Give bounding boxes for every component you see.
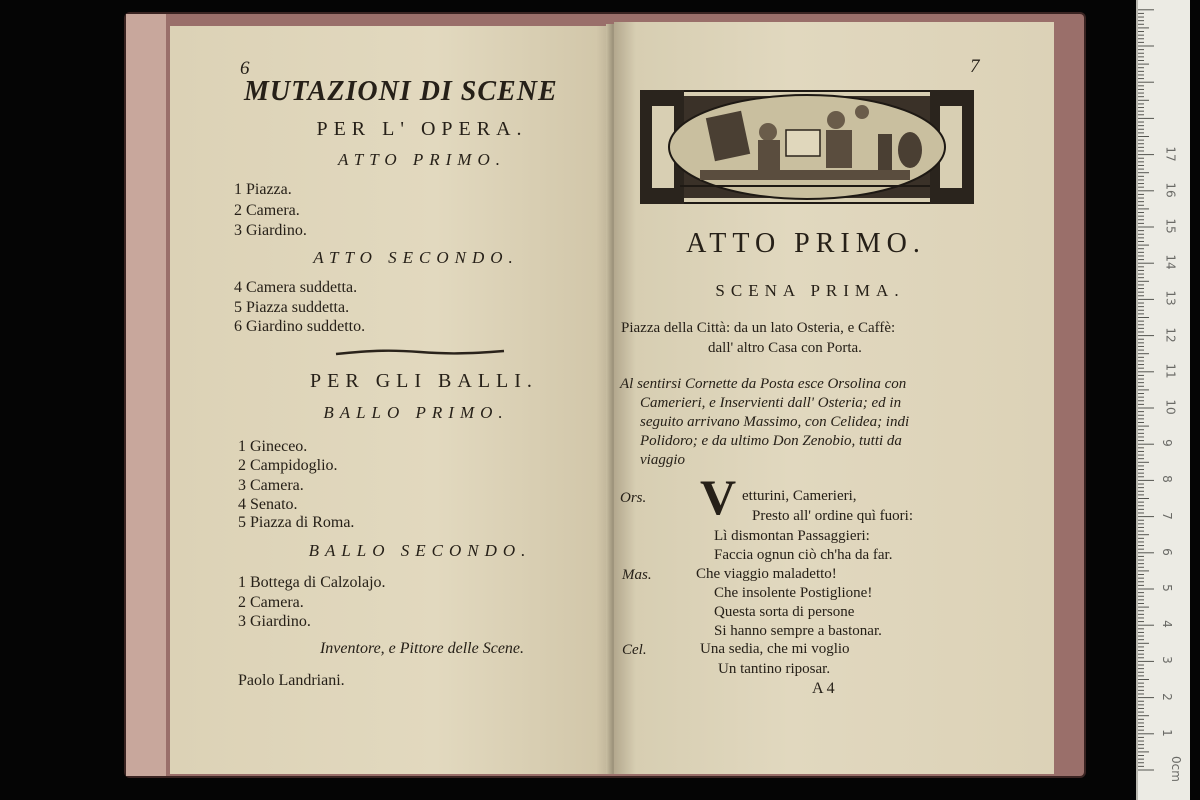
ruler-label: 2	[1159, 692, 1174, 701]
ruler-label: 16	[1163, 182, 1178, 198]
ruler-label: 15	[1163, 218, 1178, 234]
verse-line: Che viaggio maladetto!	[696, 566, 837, 582]
ruler-label: 13	[1163, 290, 1178, 307]
act1-heading: ATTO PRIMO.	[338, 150, 506, 169]
ruler-label: 4	[1159, 620, 1174, 629]
stage-direction-line: Camerieri, e Inservienti dall' Osteria; ed in	[640, 395, 902, 411]
stage-direction-line: viaggio	[640, 452, 685, 468]
act2-item: 5 Piazza suddetta.	[234, 299, 350, 316]
stage-direction-line: Al sentirsi Cornette da Posta esce Orsolina con	[620, 376, 907, 392]
stage-direction-line: seguito arrivano Massimo, con Celidea; indi	[640, 414, 910, 430]
ruler-label: 3	[1159, 656, 1174, 665]
ruler-label: 7	[1159, 511, 1174, 520]
verse-line: Lì dismontan Passaggieri:	[714, 528, 870, 544]
act1-item: 3 Giardino.	[234, 222, 307, 239]
verse-line: Faccia ognun ciò ch'ha da far.	[714, 547, 893, 563]
ballo2-heading: BALLO SECONDO.	[308, 541, 532, 560]
ballo1-item: 2 Campidoglio.	[238, 457, 338, 474]
ruler-label: 14	[1163, 254, 1178, 270]
ballo2-item: 3 Giardino.	[238, 613, 311, 630]
act2-item: 4 Camera suddetta.	[234, 279, 358, 296]
book-cover-edge	[126, 14, 166, 776]
speaker-label: Ors.	[620, 490, 647, 506]
painter-name: Paolo Landriani.	[238, 672, 345, 689]
balli-heading: PER GLI BALLI.	[310, 370, 538, 392]
ruler-label: 9	[1159, 439, 1174, 448]
ballo1-item: 3 Camera.	[238, 477, 304, 494]
opera-subtitle: PER L' OPERA.	[316, 118, 528, 140]
verse-line: Una sedia, che mi voglio	[700, 641, 850, 657]
act2-heading: ATTO SECONDO.	[313, 248, 519, 267]
ornamental-rule	[334, 349, 506, 357]
ruler-label: 6	[1159, 547, 1174, 556]
ruler-label: 11	[1163, 363, 1178, 379]
verse-line: Questa sorta di persone	[714, 604, 855, 620]
scene-setting-line: Piazza della Città: da un lato Osteria, e Caffè:	[621, 320, 896, 336]
verse-line: Si hanno sempre a bastonar.	[714, 623, 882, 639]
woodcut-illustration	[640, 90, 974, 204]
speaker-label: Mas.	[622, 567, 652, 583]
ballo2-item: 2 Camera.	[238, 594, 304, 611]
verse-line: Che insolente Postiglione!	[714, 585, 873, 601]
act2-item: 6 Giardino suddetto.	[234, 318, 366, 335]
act1-item: 1 Piazza.	[234, 181, 292, 198]
ruler-label: 0cm	[1168, 756, 1183, 782]
right-page-number: 7	[970, 56, 980, 77]
ballo1-item: 1 Gineceo.	[238, 438, 308, 455]
ruler-label: 8	[1159, 475, 1174, 484]
act-heading: ATTO PRIMO.	[686, 228, 926, 259]
ruler-label: 5	[1159, 584, 1174, 592]
ballo2-item: 1 Bottega di Calzolajo.	[238, 574, 386, 591]
ballo1-item: 5 Piazza di Roma.	[238, 514, 355, 531]
act1-item: 2 Camera.	[234, 202, 300, 219]
ballo1-item: 4 Senato.	[238, 496, 298, 513]
left-page-number: 6	[240, 58, 250, 79]
stage-direction-line: Polidoro; e da ultimo Don Zenobio, tutti da	[640, 433, 902, 449]
scene-setting-line: dall' altro Casa con Porta.	[708, 340, 862, 356]
verse-line: Un tantino riposar.	[718, 661, 831, 677]
verse-line: etturini, Camerieri,	[742, 488, 857, 504]
verse-line: Presto all' ordine quì fuori:	[752, 508, 914, 524]
ruler-label: 12	[1163, 326, 1178, 343]
ballo1-heading: BALLO PRIMO.	[323, 403, 509, 422]
drop-cap: V	[700, 469, 737, 525]
ruler-label: 1	[1159, 728, 1174, 737]
speaker-label: Cel.	[622, 642, 647, 658]
scene-heading: SCENA PRIMA.	[715, 281, 905, 300]
scene-changes-title: MUTAZIONI DI SCENE	[244, 76, 558, 107]
ruler-label: 17	[1163, 145, 1178, 162]
scene-inventor-credit: Inventore, e Pittore delle Scene.	[319, 640, 525, 657]
ruler-label: 10	[1163, 399, 1178, 415]
signature-mark: A 4	[812, 680, 835, 697]
